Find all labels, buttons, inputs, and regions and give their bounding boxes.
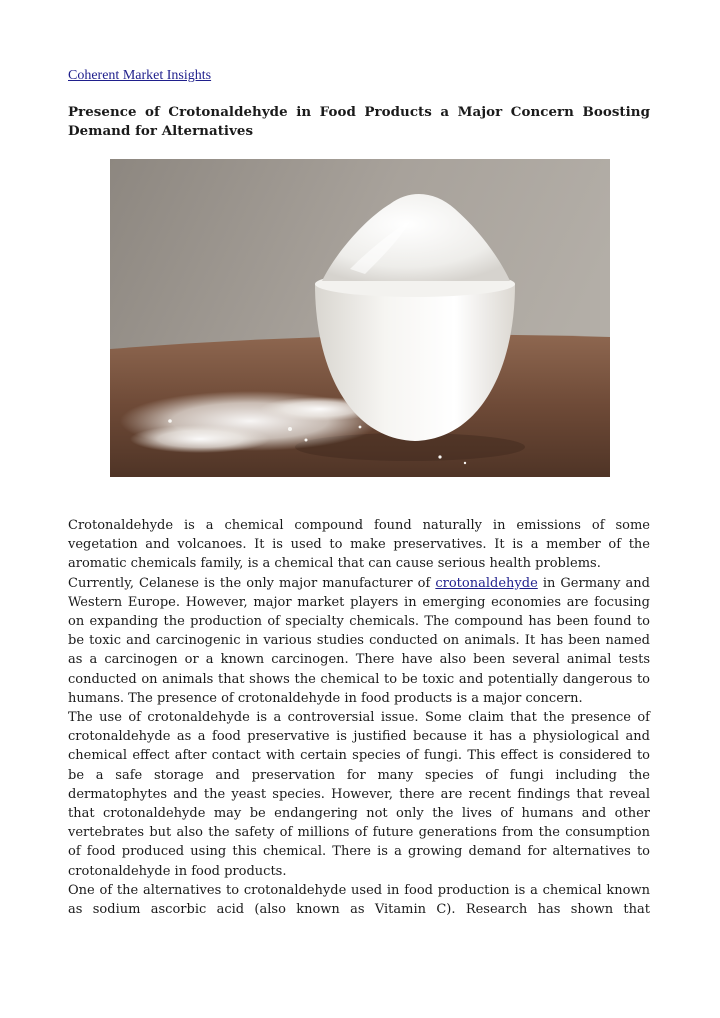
paragraph-2-lead: Currently, Celanese is the only major manufacturer of [68, 575, 436, 591]
paragraph-4: One of the alternatives to crotonaldehyde used in food production is a chemical known as sodium ascorbic acid (also known as Vitamin C). Research has shown that [68, 882, 650, 918]
powder-bowl-photo [110, 159, 610, 477]
source-link[interactable]: Coherent Market Insights [68, 68, 212, 83]
article-headline: Presence of Crotonaldehyde in Food Products a Major Concern Boosting Demand for Alternatives [68, 104, 650, 139]
paragraph-2-rest: in Germany and Western Europe. However, major market players in emerging economies are focusing on expanding the production of specialty chemicals. The compound has been found to be toxic and carcinogenic in various studies conducted on animals. It has been named as a carcinogen or a known carcinogen. There have also been several animal tests conducted on animals that shows the chemical to be toxic and potentially dangerous to humans. The presence of crotonaldehyde in food products is a major concern. [68, 575, 650, 706]
paragraph-2 [68, 574, 650, 708]
paragraph-3: The use of crotonaldehyde is a controversial issue. Some claim that the presence of crotonaldehyde as a food preservative is justified because it has a physiological and chemical effect after contact with certain species of fungi. This effect is considered to be a safe storage and preservation for many species of fungi including the dermatophytes and the yeast species. However, there are recent findings that reveal that crotonaldehyde may be endangering not only the lives of humans and other vertebrates but also the safety of millions of future generations from the consumption of food produced using this chemical. There is a growing demand for alternatives to crotonaldehyde in food products. [68, 710, 650, 879]
paragraph-1: Crotonaldehyde is a chemical compound found naturally in emissions of some vegetation and volcanoes. It is used to make preservatives. It is a member of the aromatic chemicals family, is a chemical that can cause serious health problems. [68, 518, 650, 572]
article-body [68, 516, 650, 919]
crotonaldehyde-link[interactable]: crotonaldehyde [435, 575, 538, 591]
